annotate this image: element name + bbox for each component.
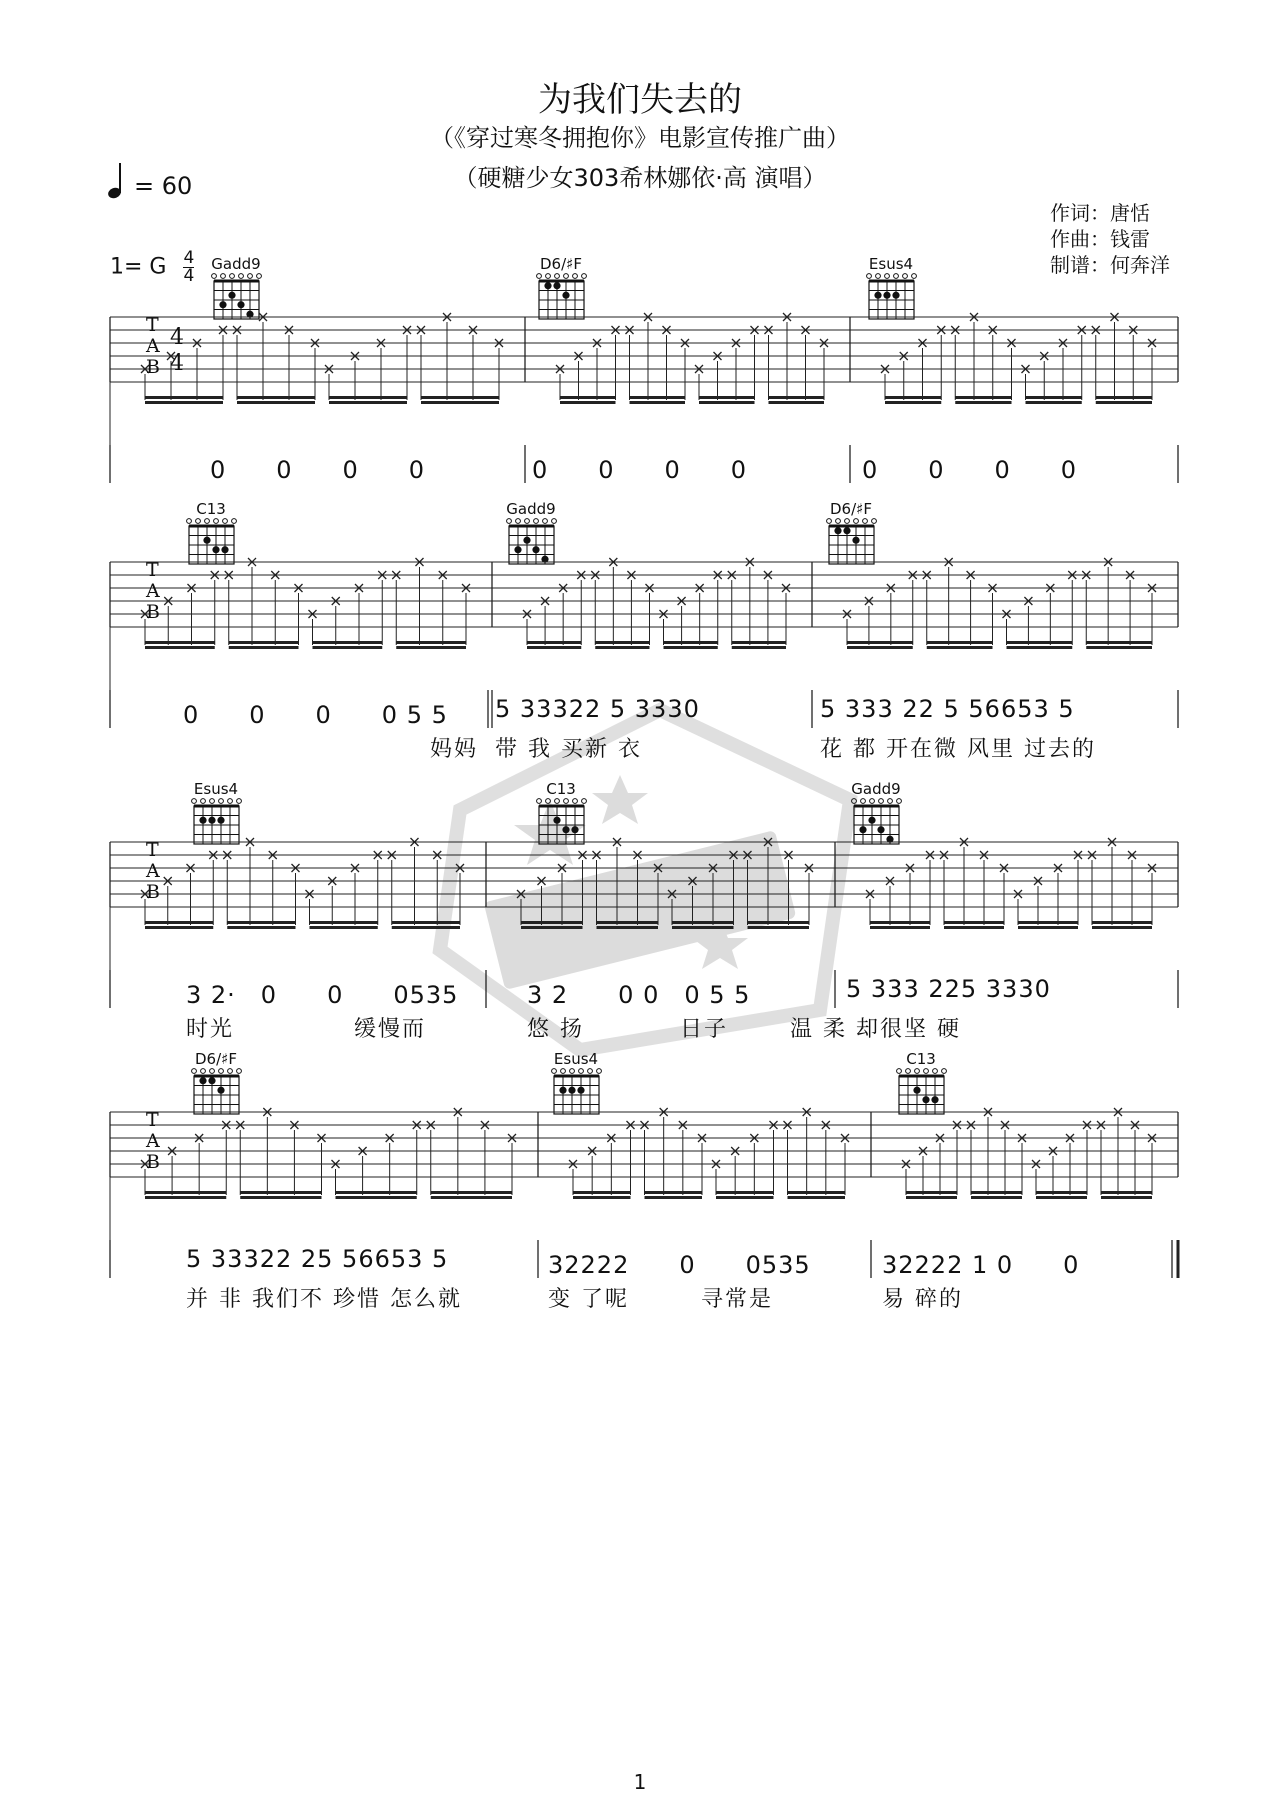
numbered-notation: 5 33322 5 3330 [495,695,700,723]
numbered-notation: 5 33322 25 56653 5 [186,1245,449,1273]
transcriber: 制谱：何奔洋 [1050,253,1170,277]
numbered-notation: 0 0 0 0 [210,456,426,484]
song-subtitle: （《穿过寒冬拥抱你》电影宣传推广曲） [430,124,850,152]
numbered-notation: 0 0 0 0 5 5 [183,701,448,729]
lyric-line: 花 都 开在微 风里 过去的 [820,737,1096,762]
numbered-notation: 5 333 225 3330 [846,975,1051,1003]
numbered-notation: 0 0 0 0 [532,456,748,484]
page-number: 1 [633,1770,647,1794]
tempo-value: = 60 [134,172,193,200]
song-title: 为我们失去的 [538,80,742,120]
score-system [0,780,1280,1050]
lyric-line: 并 非 我们不 珍惜 怎么就 [186,1287,462,1312]
chord-name: Esus4 [868,255,914,273]
tab-clef: T A B [146,839,160,903]
chord-name: C13 [196,500,226,518]
quarter-note-icon [108,182,120,198]
chord-name: Gadd9 [211,255,261,273]
chord-name: Esus4 [193,780,239,798]
score-system [0,1050,1280,1320]
composer: 作曲：钱雷 [1050,227,1150,251]
chord-name: D6/♯F [194,1050,238,1068]
lyric-line: 温 柔 却很坚 硬 [790,1017,961,1042]
numbered-notation: 5 333 22 5 56653 5 [820,695,1075,723]
chord-name: C13 [546,780,576,798]
chord-name: Gadd9 [506,500,556,518]
chord-name: Gadd9 [851,780,901,798]
tab-clef: T A B [146,314,160,378]
numbered-notation: 32222 0 0535 [548,1251,811,1279]
lyric-line: 变 了呢 寻常是 [548,1287,773,1312]
lyric-line: 妈妈 [430,737,479,762]
time-top: 4 [183,248,195,268]
chord-name: D6/♯F [539,255,583,273]
numbered-notation: 3 2· 0 0 0535 [186,981,459,1009]
numbered-notation: 0 0 0 0 [862,456,1078,484]
lyric-line: 带 我 买新 衣 [495,737,642,762]
score-system [0,255,1280,525]
lyricist: 作词：唐恬 [1050,201,1150,225]
lyric-line: 易 碎的 [882,1287,963,1312]
lyric-line: 悠 扬 日子 [527,1017,728,1042]
chord-name: D6/♯F [829,500,873,518]
lyric-line: 时光 缓慢而 [186,1017,427,1042]
tab-time-signature: 4 4 [170,325,184,376]
numbered-notation: 32222 1 0 0 [882,1251,1080,1279]
chord-name: C13 [906,1050,936,1068]
performer-line: （硬糖少女303希林娜依·高 演唱） [453,164,827,192]
tab-clef: T A B [146,559,160,623]
numbered-notation: 3 2 0 0 0 5 5 [527,981,751,1009]
time-bottom: 4 [183,266,195,286]
key-label: 1= G [110,254,167,280]
tempo-marking [108,172,192,200]
score-system [0,500,1280,770]
chord-name: Esus4 [553,1050,599,1068]
tab-clef: T A B [146,1109,160,1173]
